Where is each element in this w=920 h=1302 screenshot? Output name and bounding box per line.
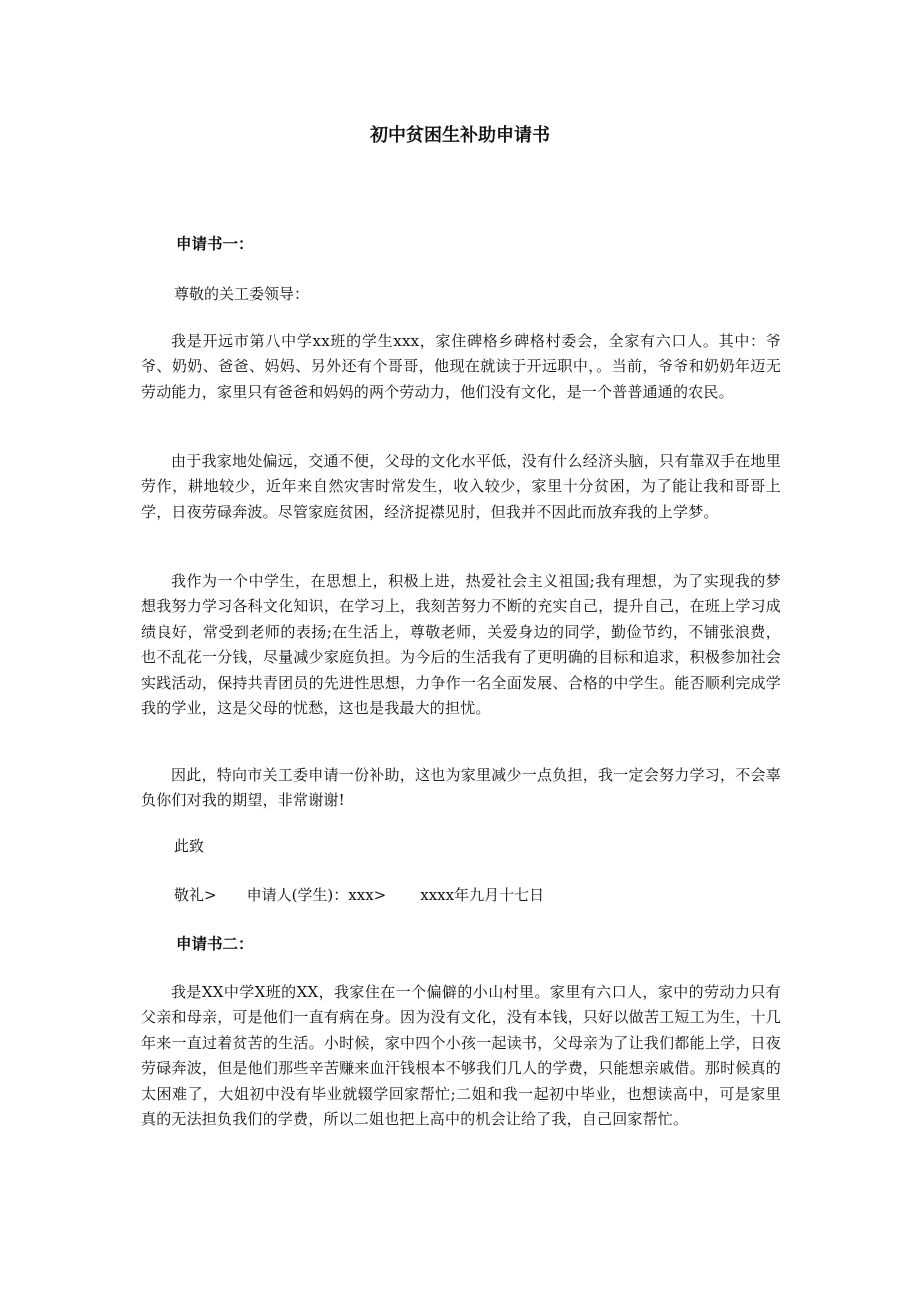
letter1-regards: 敬礼> bbox=[174, 886, 217, 904]
letter1-salutation: 尊敬的关工委领导： bbox=[174, 285, 310, 303]
letter1-paragraph-2: 由于我家地处偏远，交通不便，父母的文化水平低，没有什么经济头脑，只有靠双手在地里劳作，耕地较少，近年来自然灾害时常发生，收入较少，家里十分贫困，为了能让我和哥哥上学，日夜劳碌奔波。尽管家庭贫困，经济捉襟见肘，但我并不因此而放弃我的上学梦。 bbox=[141, 452, 781, 521]
letter2-heading: 申请书二： bbox=[176, 935, 254, 953]
letter1-applicant: 申请人(学生)：xxx> bbox=[246, 886, 387, 904]
letter1-closing: 此致 bbox=[174, 837, 205, 855]
letter1-paragraph-4: 因此，特向市关工委申请一份补助，这也为家里减少一点负担，我一定会努力学习，不会辜负你们对我的期望，非常谢谢! bbox=[141, 766, 781, 810]
letter1-paragraph-3: 我作为一个中学生，在思想上，积极上进，热爱社会主义祖国;我有理想，为了实现我的梦想我努力学习各科文化知识，在学习上，我刻苦努力不断的充实自己，提升自己，在班上学习成绩良好，常受到老师的表扬;在生活上，尊敬老师，关爱身边的同学，勤俭节约，不铺张浪费，也不乱花一分钱，尽量减少家庭负担。为今后的生活我有了更明确的目标和追求，积极参加社会实践活动，保持共青团员的先进性思想，力争作一名全面发展、合格的中学生。能否顺利完成学我的学业，这是父母的忧愁，这也是我最大的担忧。 bbox=[141, 572, 781, 718]
letter1-signature-line bbox=[174, 883, 544, 907]
letter1-heading: 申请书一： bbox=[176, 235, 254, 253]
document-title: 初中贫困生补助申请书 bbox=[370, 125, 550, 146]
letter1-date: xxxx年九月十七日 bbox=[420, 886, 545, 904]
letter2-paragraph-1: 我是XX中学X班的XX，我家住在一个偏僻的小山村里。家里有六口人，家中的劳动力只有父亲和母亲，可是他们一直有病在身。因为没有文化，没有本钱，只好以做苦工短工为生，十几年来一直过着贫苦的生活。小时候，家中四个小孩一起读书，父母亲为了让我们都能上学，日夜劳碌奔波，但是他们那些辛苦赚来血汗钱根本不够我们几人的学费，只能想亲戚借。那时候真的太困难了，大姐初中没有毕业就辍学回家帮忙;二姐和我一起初中毕业，也想读高中，可是家里真的无法担负我们的学费，所以二姐也把上高中的机会让给了我，自己回家帮忙。 bbox=[141, 983, 781, 1129]
letter1-paragraph-1: 我是开远市第八中学xx班的学生xxx，家住碑格乡碑格村委会，全家有六口人。其中：爷爷、奶奶、爸爸、妈妈、另外还有个哥哥，他现在就读于开远职中，。当前，爷爷和奶奶年迈无劳动能力，家里只有爸爸和妈妈的两个劳动力，他们没有文化，是一个普普通通的农民。 bbox=[141, 332, 781, 401]
